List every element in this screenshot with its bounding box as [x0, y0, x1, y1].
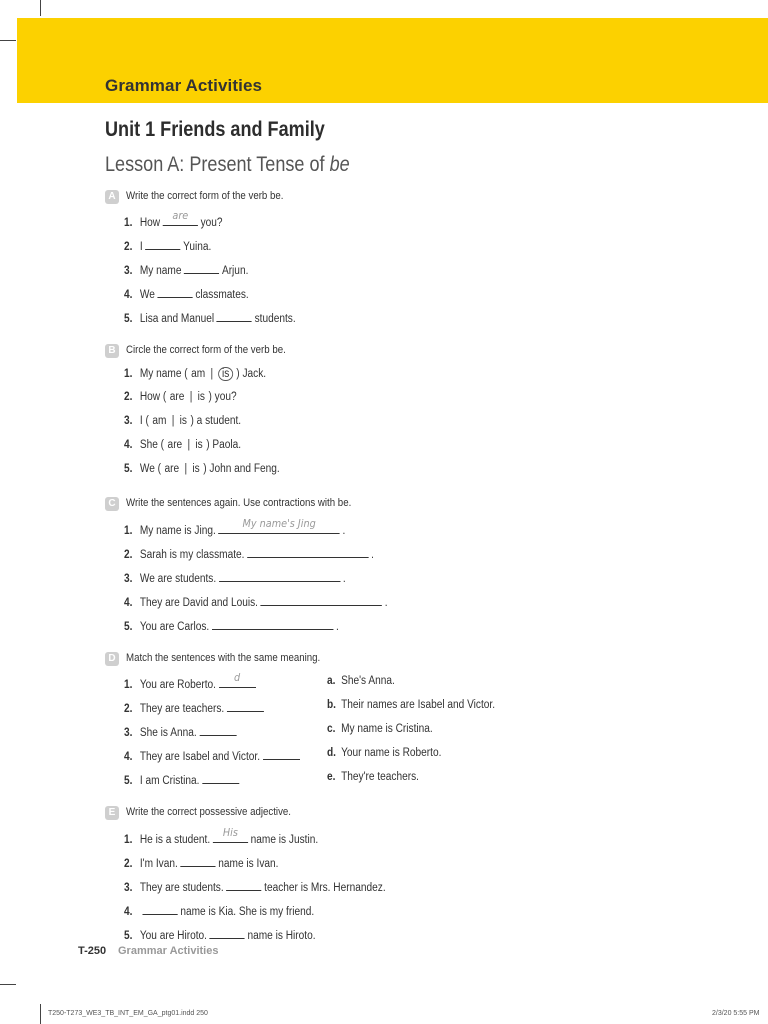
answer-blank[interactable] [145, 237, 180, 250]
crop-mark [40, 0, 41, 16]
exercise-item: 4. They are David and Louis. . [124, 593, 388, 609]
answer-blank[interactable] [212, 617, 333, 630]
choice-option-circled[interactable]: is [218, 367, 232, 381]
exercise-item: 3. We are students. . [124, 569, 346, 585]
crop-mark [40, 1004, 41, 1024]
answer-blank[interactable]: His [213, 830, 248, 843]
exercise-item: 1. My name is Jing. My name's Jing . [124, 517, 346, 537]
exercise-item: 1. He is a student. His name is Justin. [124, 826, 319, 846]
exercise-item: 3. They are students. teacher is Mrs. Hernandez. [124, 878, 386, 894]
choice-option[interactable]: is [192, 463, 200, 475]
crop-mark [0, 984, 16, 985]
choice-option[interactable]: are [169, 391, 185, 403]
choice-option[interactable]: are [164, 463, 180, 475]
exercise-item: 1. You are Roberto. d [124, 675, 258, 691]
crop-mark [0, 40, 16, 41]
section-c-badge: C [105, 497, 119, 511]
section-b-badge: B [105, 344, 119, 358]
answer-blank[interactable] [202, 771, 239, 784]
answer-blank[interactable]: are [163, 213, 198, 226]
choice-option[interactable]: is [195, 439, 203, 451]
exercise-item: 2. I'm Ivan. name is Ivan. [124, 854, 278, 870]
match-option: e. They're teachers. [327, 771, 419, 783]
banner-title: Grammar Activities [105, 76, 263, 95]
exercise-item: 2. How ( are | is ) you? [124, 391, 237, 403]
choice-option[interactable]: is [197, 391, 205, 403]
match-option: c. My name is Cristina. [327, 723, 433, 735]
answer-blank[interactable] [210, 926, 245, 939]
exercise-item: 2. They are teachers. [124, 699, 266, 715]
answer-blank[interactable] [142, 902, 177, 915]
section-d-instruction: Match the sentences with the same meaning. [126, 652, 321, 664]
choice-option[interactable]: am [152, 415, 167, 427]
match-option: d. Your name is Roberto. [327, 747, 442, 759]
match-option: b. Their names are Isabel and Victor. [327, 699, 496, 711]
exercise-item: 5. Lisa and Manuel students. [124, 309, 296, 325]
header-banner [17, 18, 768, 103]
section-e-badge: E [105, 806, 119, 820]
section-a-badge: A [105, 190, 119, 204]
lesson-title: Lesson A: Present Tense of be [105, 153, 350, 176]
match-option: a. She's Anna. [327, 675, 395, 687]
section-d-badge: D [105, 652, 119, 666]
answer-blank[interactable]: My name's Jing [218, 521, 339, 534]
page-number: T-250 [78, 945, 107, 957]
answer-blank[interactable] [184, 261, 219, 274]
exercise-item: 2. I Yuina. [124, 237, 211, 253]
answer-blank[interactable] [180, 854, 215, 867]
file-slug: T250-T273_WE3_TB_INT_EM_GA_ptg01.indd 250 [48, 1010, 208, 1017]
unit-title: Unit 1 Friends and Family [105, 118, 325, 141]
exercise-item: 1. How are you? [124, 209, 223, 229]
exercise-item: 5. You are Carlos. . [124, 617, 339, 633]
choice-option[interactable]: are [167, 439, 183, 451]
answer-blank[interactable] [217, 309, 252, 322]
section-b-instruction: Circle the correct form of the verb be. [126, 344, 286, 356]
answer-blank[interactable] [263, 747, 300, 760]
answer-blank[interactable] [226, 878, 261, 891]
choice-option[interactable]: is [179, 415, 187, 427]
answer-blank[interactable] [157, 285, 192, 298]
answer-blank[interactable] [199, 723, 236, 736]
exercise-item: 4. She ( are | is ) Paola. [124, 439, 242, 451]
exercise-item: 3. My name Arjun. [124, 261, 248, 277]
answer-blank[interactable] [247, 545, 368, 558]
answer-blank[interactable] [227, 699, 264, 712]
exercise-item: 4. We classmates. [124, 285, 249, 301]
exercise-item: 5. You are Hiroto. name is Hiroto. [124, 926, 316, 942]
answer-blank[interactable] [261, 593, 382, 606]
answer-blank[interactable]: d [219, 675, 256, 688]
choice-option[interactable]: am [191, 368, 206, 380]
exercise-item: 4. They are Isabel and Victor. [124, 747, 302, 763]
answer-blank[interactable] [219, 569, 340, 582]
exercise-item: 5. I am Cristina. [124, 771, 242, 787]
section-a-instruction: Write the correct form of the verb be. [126, 190, 284, 202]
section-e-instruction: Write the correct possessive adjective. [126, 806, 291, 818]
date-slug: 2/3/20 5:55 PM [712, 1010, 760, 1017]
exercise-item: 1. My name ( am | is ) Jack. [124, 368, 267, 380]
exercise-item: 3. She is Anna. [124, 723, 239, 739]
footer-title: Grammar Activities [118, 945, 219, 957]
exercise-item: 3. I ( am | is ) a student. [124, 415, 242, 427]
exercise-item: 4. name is Kia. She is my friend. [124, 902, 314, 918]
section-c-instruction: Write the sentences again. Use contractions with be. [126, 497, 352, 509]
exercise-item: 2. Sarah is my classmate. . [124, 545, 374, 561]
exercise-item: 5. We ( are | is ) John and Feng. [124, 463, 280, 475]
